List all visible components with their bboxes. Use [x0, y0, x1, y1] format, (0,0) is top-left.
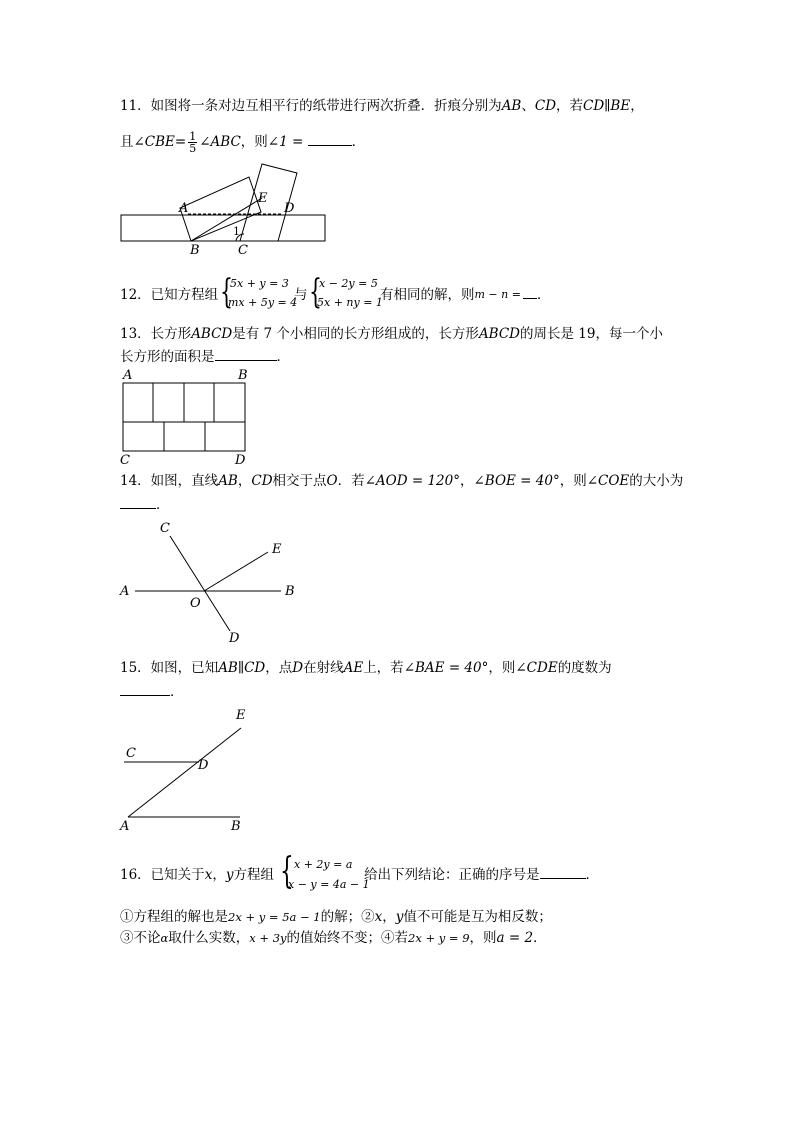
q11-answer-blank	[308, 144, 352, 146]
q15-text-d: 上，若	[363, 660, 404, 676]
q11-ze: ，则	[240, 134, 268, 150]
q13-abcd-2: ABCD	[478, 326, 521, 342]
q16-sys-eq1: x + 2y = a	[294, 858, 353, 871]
q11-label-e: E	[258, 191, 268, 206]
q14-boe: ∠BOE = 40°	[473, 473, 560, 489]
q11-fold-left	[180, 177, 261, 241]
q15-label-a: A	[120, 819, 130, 834]
q16-sys-eq2: x − y = 4a − 1	[288, 878, 370, 891]
q12-sys1-eq2: mx + 5y = 4	[228, 296, 298, 309]
q12-post	[380, 289, 550, 303]
q13-label-c: C	[120, 453, 130, 468]
q14-ray-oe	[204, 552, 268, 591]
q16-pre	[120, 869, 274, 883]
q15-d: D	[292, 660, 304, 676]
q14-line-cd	[170, 536, 230, 631]
q11-eq2: =	[287, 134, 308, 150]
q14-label-a: A	[120, 584, 130, 599]
q11-line2	[120, 131, 365, 154]
q15-text-c: 在射线	[303, 660, 344, 676]
q12-sys2-eq1: x − 2y = 5	[319, 277, 378, 290]
q11-ruo: ，若	[556, 98, 584, 114]
q16-c2expr: x + 3y	[249, 931, 287, 945]
q16-c1b: 的解；②	[320, 909, 375, 925]
q11-ab: AB	[501, 98, 522, 114]
q14-label-d: D	[229, 631, 240, 646]
q13-text-line2: 长方形的面积是	[120, 349, 215, 365]
q11-frac-num: 1	[189, 130, 197, 143]
q16-mid: 方程组	[233, 867, 274, 883]
q14-end: ．	[156, 497, 170, 513]
q14-text-e: 的大小为	[629, 473, 684, 489]
q15-text-e: ，则	[488, 660, 516, 676]
q11-fraction	[188, 131, 197, 154]
q13-text-b: 是有 7 个小相同的长方形组成的，长方形	[232, 326, 479, 342]
q13-outer-rect	[123, 383, 245, 451]
q16-c1a: ①方程组的解也是	[120, 909, 228, 925]
q14-answer-blank	[120, 507, 156, 509]
q13-text-a: 13．长方形	[120, 326, 192, 342]
q16-c2expr2: 2x + y = 9	[408, 931, 470, 945]
q16-c2a: ③不论	[120, 930, 161, 946]
q14-o: O	[326, 473, 338, 489]
q16-alpha: α	[160, 931, 169, 945]
q11-angle-abc: ∠ABC	[199, 134, 241, 150]
q11-qie: 且	[120, 134, 134, 150]
q15-cde: ∠CDE	[515, 660, 558, 676]
q11-eq: =	[174, 134, 187, 150]
q11-text: 11．如图将一条对边互相平行的纸带进行两次折叠．折痕分别为	[120, 98, 502, 114]
q16-end: ．	[585, 867, 599, 883]
q13-line2	[120, 351, 290, 365]
q16-c1c: 值不可能是互为相反数；	[403, 909, 552, 925]
q16-brace: {	[280, 851, 294, 892]
q14-ab: AB	[218, 473, 238, 489]
q11-comma: ，	[630, 98, 644, 114]
q15-label-e: E	[236, 708, 246, 723]
q12-brace-1: {	[220, 272, 233, 312]
q14-label-c: C	[160, 521, 170, 536]
q11-line1	[120, 100, 644, 114]
q11-label-a: A	[179, 201, 189, 216]
q15-label-b: B	[231, 819, 241, 834]
q13-label-d: D	[235, 453, 246, 468]
q15-end: ．	[170, 684, 184, 700]
q13-answer-blank	[215, 359, 277, 361]
q15-text-b: ，点	[265, 660, 293, 676]
q16-post	[364, 869, 599, 883]
q16-answer-blank	[540, 877, 586, 879]
q14-line1	[120, 475, 683, 489]
q15-bae: ∠BAE = 40°	[403, 660, 489, 676]
q11-label-c: C	[238, 243, 248, 258]
q15-text-a: 15．如图，已知	[120, 660, 219, 676]
q15-text-f: 的度数为	[557, 660, 612, 676]
q14-cd: CD	[251, 473, 273, 489]
q16-conclusions-line2	[120, 932, 547, 946]
q11-label-b: B	[190, 243, 200, 258]
q14-aod: ∠AOD = 120°	[364, 473, 460, 489]
q15-answer-blank	[120, 694, 170, 696]
q12-pre: 12．已知方程组	[120, 287, 219, 303]
q16-sep: ，	[212, 867, 226, 883]
q12-expr: m − n =	[474, 288, 521, 301]
q14-coe: ∠COE	[586, 473, 630, 489]
q16-y: y	[225, 867, 234, 883]
q14-text-c: ．若	[337, 473, 365, 489]
q12-answer-blank	[523, 297, 537, 299]
q15-line2	[120, 686, 184, 700]
q13-abcd-1: ABCD	[191, 326, 233, 342]
q11-crease-be	[191, 198, 262, 241]
q14-sep2: ，	[459, 473, 474, 489]
q16-c2d: ，则	[469, 930, 497, 946]
q16-c2e: ．	[533, 930, 547, 946]
q16-c1-x: x	[374, 909, 383, 925]
q14-line2	[120, 499, 170, 513]
q14-sep: ，	[237, 473, 252, 489]
q14-text-b: 相交于点	[272, 473, 327, 489]
q12-brace-2: {	[309, 272, 322, 312]
q11-label-d: D	[284, 201, 295, 216]
q16-c2c: 的值始终不变；④若	[286, 930, 409, 946]
q13-label-b: B	[238, 368, 248, 383]
q13-line1	[120, 328, 663, 342]
q14-label-o: O	[190, 596, 201, 611]
q15-ray-ae	[128, 728, 241, 817]
q12-end: ．	[536, 287, 551, 303]
q16-x: x	[204, 867, 213, 883]
q11-angle-cbe: ∠CBE	[133, 134, 175, 150]
q14-text-a: 14．如图，直线	[120, 473, 219, 489]
q14-label-b: B	[285, 584, 295, 599]
q15-ae: AE	[343, 660, 364, 676]
q11-frac-den: 5	[189, 142, 197, 155]
q12-sys2-eq2: 5x + ny = 1	[317, 296, 383, 309]
q11-cd: CD	[534, 98, 557, 114]
q16-c1-sep: ，	[382, 909, 396, 925]
q16-pre-text: 16．已知关于	[120, 867, 205, 883]
q11-label-1: 1	[233, 225, 240, 238]
q11-paper-strip	[121, 215, 325, 241]
q16-c1-y: y	[395, 909, 404, 925]
q13-end: ．	[276, 349, 290, 365]
q16-c2b: 取什么实数，	[168, 930, 250, 946]
q11-angle-1: ∠1	[267, 134, 288, 150]
q12-mid: 与	[294, 287, 308, 303]
q11-sep: 、	[521, 98, 535, 114]
q16-c1expr: 2x + y = 5a − 1	[228, 910, 321, 924]
q15-parallel: AB∥CD	[218, 660, 266, 676]
q11-end: ．	[351, 134, 366, 150]
q16-post-text: 给出下列结论：正确的序号是	[364, 867, 540, 883]
q11-parallel: CD∥BE	[583, 98, 631, 114]
q16-conclusions-line1	[120, 911, 552, 925]
q15-label-c: C	[126, 746, 136, 761]
q12-post-text: 有相同的解，则	[380, 287, 475, 303]
q12-sys1-eq1: 5x + y = 3	[230, 277, 289, 290]
q14-label-e: E	[272, 542, 282, 557]
q13-label-a: A	[123, 368, 133, 383]
q15-line1	[120, 662, 612, 676]
q15-label-d: D	[198, 758, 209, 773]
q16-c2ans: a = 2	[496, 930, 534, 946]
q14-text-d: ，则	[559, 473, 587, 489]
q13-text-c: 的周长是 19，每一个小	[520, 326, 663, 342]
